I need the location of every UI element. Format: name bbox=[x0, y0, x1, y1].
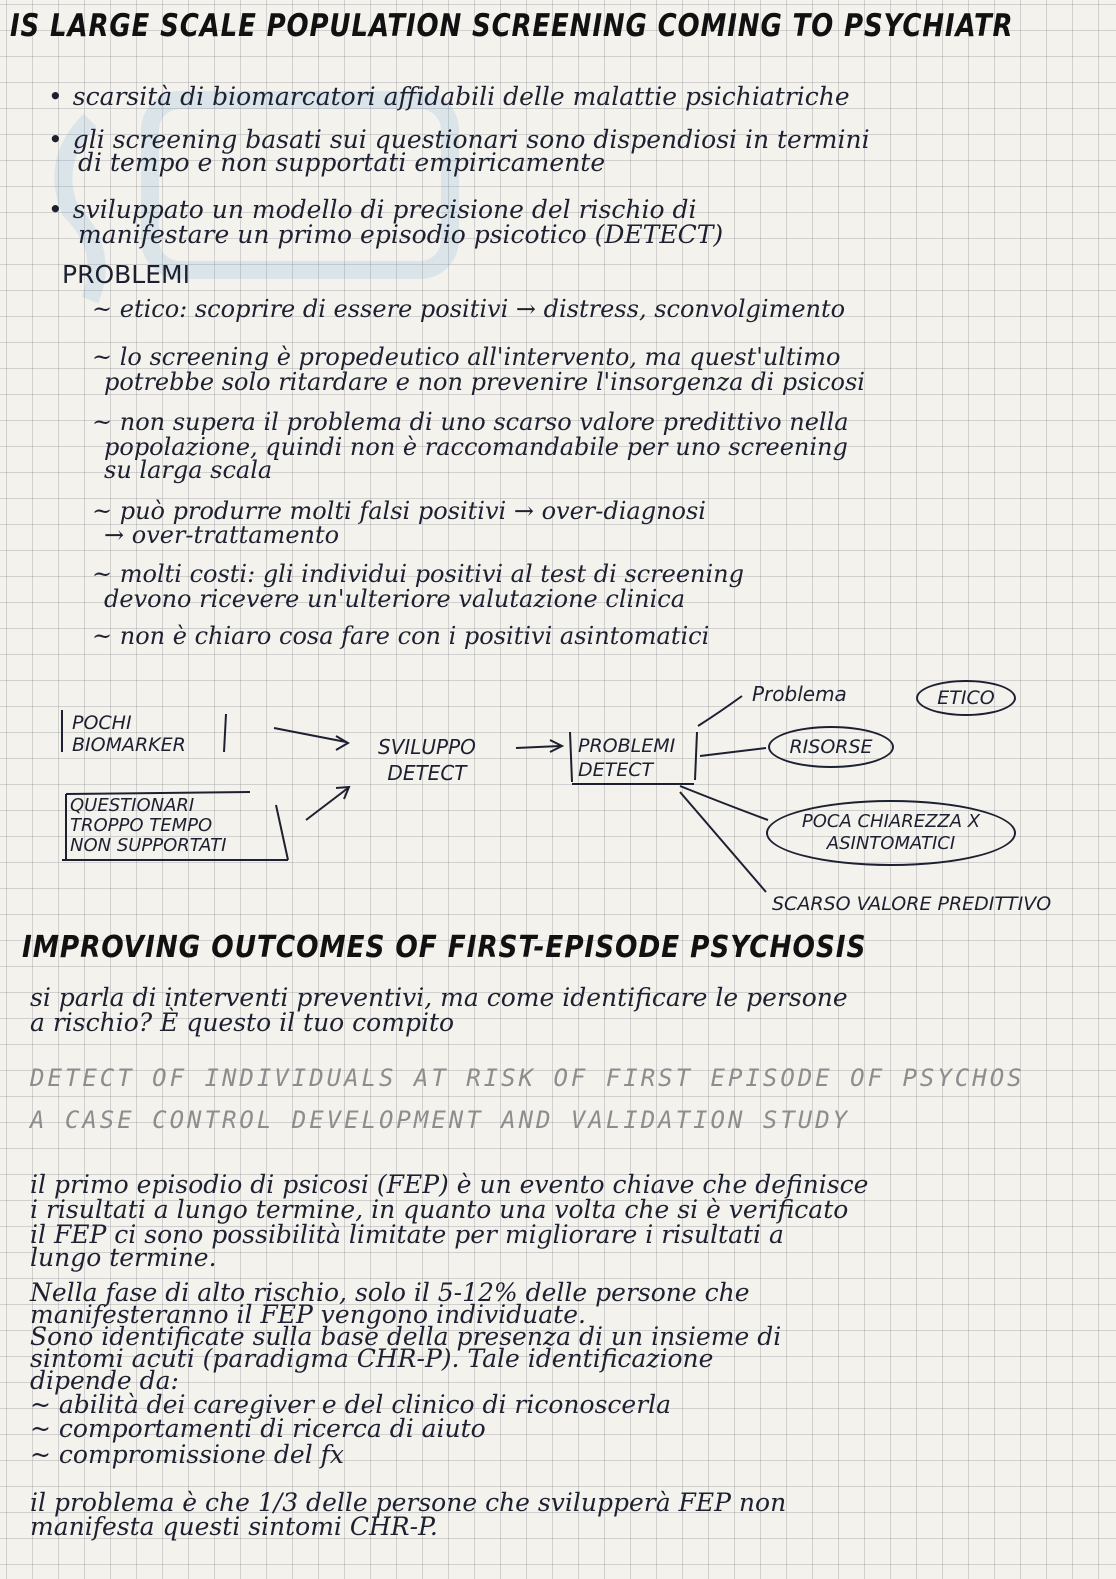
box1-line2: BIOMARKER bbox=[72, 734, 186, 756]
bullet-3: • sviluppato un modello di precisione del rischio di bbox=[48, 195, 696, 224]
para1-line3: il FEP ci sono possibilità limitate per migliorare i risultati a bbox=[30, 1220, 784, 1249]
problem-2: ~ lo screening è propedeutico all'intervento, ma quest'ultimo bbox=[92, 343, 841, 371]
risorse-text: RISORSE bbox=[789, 736, 873, 758]
section1-title: IS LARGE SCALE POPULATION SCREENING COMING TO PSYCHIATR bbox=[10, 8, 1014, 44]
para1-line4: lungo termine. bbox=[30, 1243, 217, 1272]
box-problemi-detect bbox=[578, 734, 675, 782]
para3-line1: il problema è che 1/3 delle persone che svilupperà FEP non bbox=[30, 1488, 787, 1517]
bullet-1: • scarsità di biomarcatori affidabili delle malattie psichiatriche bbox=[48, 82, 850, 111]
box2-line2: TROPPO TEMPO bbox=[70, 815, 213, 836]
para2-line5: dipende da: bbox=[30, 1366, 179, 1395]
para2-line4: sintomi acuti (paradigma CHR-P). Tale identificazione bbox=[30, 1344, 714, 1373]
label-problema: Problema bbox=[752, 682, 847, 706]
ellipse-risorse bbox=[768, 726, 894, 768]
poca-line1: POCA CHIAREZZA X bbox=[801, 811, 981, 832]
bullet-2-cont: di tempo e non supportati empiricamente bbox=[78, 148, 606, 177]
problem-5-cont: devono ricevere un'ulteriore valutazione clinica bbox=[104, 585, 686, 613]
center-line2: DETECT bbox=[387, 761, 467, 785]
para2-line2: manifesteranno il FEP vengono individuate. bbox=[30, 1300, 586, 1329]
poca-line2: ASINTOMATICI bbox=[826, 833, 956, 854]
problem-3: ~ non supera il problema di uno scarso valore predittivo nella bbox=[92, 408, 849, 436]
para2-line3: Sono identificate sulla base della presenza di un insieme di bbox=[30, 1322, 782, 1351]
problems-heading: PROBLEMI bbox=[62, 260, 190, 289]
faint-title-line1: DETECT OF INDIVIDUALS AT RISK OF FIRST EPISODE OF PSYCHOS bbox=[30, 1064, 1025, 1092]
box-pochi-biomarker bbox=[72, 712, 186, 756]
para2-line1: Nella fase di alto rischio, solo il 5-12% delle persone che bbox=[30, 1278, 750, 1307]
list-item-3: ~ compromissione del fx bbox=[30, 1440, 345, 1469]
problem-4: ~ può produrre molti falsi positivi → over-diagnosi bbox=[92, 497, 706, 525]
box3-line2: DETECT bbox=[578, 759, 654, 781]
list-item-2: ~ comportamenti di ricerca di aiuto bbox=[30, 1414, 486, 1443]
problem-4-cont: → over-trattamento bbox=[104, 521, 340, 549]
problem-3-cont2: su larga scala bbox=[104, 456, 273, 484]
bullet-2: • gli screening basati sui questionari sono dispendiosi in termini bbox=[48, 125, 870, 154]
list-item-1: ~ abilità dei caregiver e del clinico di riconoscerla bbox=[30, 1390, 672, 1419]
section2-title: IMPROVING OUTCOMES OF FIRST-EPISODE PSYCHOSIS bbox=[22, 930, 867, 965]
para3-line2: manifesta questi sintomi CHR-P. bbox=[30, 1512, 438, 1541]
intro-line2: a rischio? È questo il tuo compito bbox=[30, 1008, 455, 1037]
node-sviluppo-detect bbox=[378, 734, 476, 786]
box2-line1: QUESTIONARI bbox=[70, 795, 195, 816]
ellipse-poca-chiarezza bbox=[766, 800, 1016, 866]
para1-line1: il primo episodio di psicosi (FEP) è un evento chiave che definisce bbox=[30, 1170, 869, 1199]
etico-text: ETICO bbox=[937, 687, 995, 709]
para1-line2: i risultati a lungo termine, in quanto una volta che si è verificato bbox=[30, 1195, 849, 1224]
box-questionari bbox=[70, 796, 226, 856]
problem-1: ~ etico: scoprire di essere positivi → distress, sconvolgimento bbox=[92, 295, 846, 323]
box1-line1: POCHI bbox=[72, 712, 132, 734]
box2-line3: NON SUPPORTATI bbox=[70, 835, 227, 856]
faint-title-line2: A CASE CONTROL DEVELOPMENT AND VALIDATION STUDY bbox=[30, 1106, 851, 1134]
center-line1: SVILUPPO bbox=[378, 735, 476, 759]
intro-line1: si parla di interventi preventivi, ma come identificare le persone bbox=[30, 983, 848, 1012]
box3-line1: PROBLEMI bbox=[578, 735, 676, 757]
ellipse-etico bbox=[916, 680, 1016, 716]
problem-5: ~ molti costi: gli individui positivi al test di screening bbox=[92, 560, 744, 588]
problem-6: ~ non è chiaro cosa fare con i positivi asintomatici bbox=[92, 622, 710, 650]
bullet-3-cont: manifestare un primo episodio psicotico (DETECT) bbox=[78, 220, 724, 249]
problem-2-cont: potrebbe solo ritardare e non prevenire l'insorgenza di psicosi bbox=[104, 368, 865, 396]
problem-3-cont: popolazione, quindi non è raccomandabile per uno screening bbox=[104, 433, 848, 461]
label-scarso-valore: SCARSO VALORE PREDITTIVO bbox=[772, 893, 1052, 915]
